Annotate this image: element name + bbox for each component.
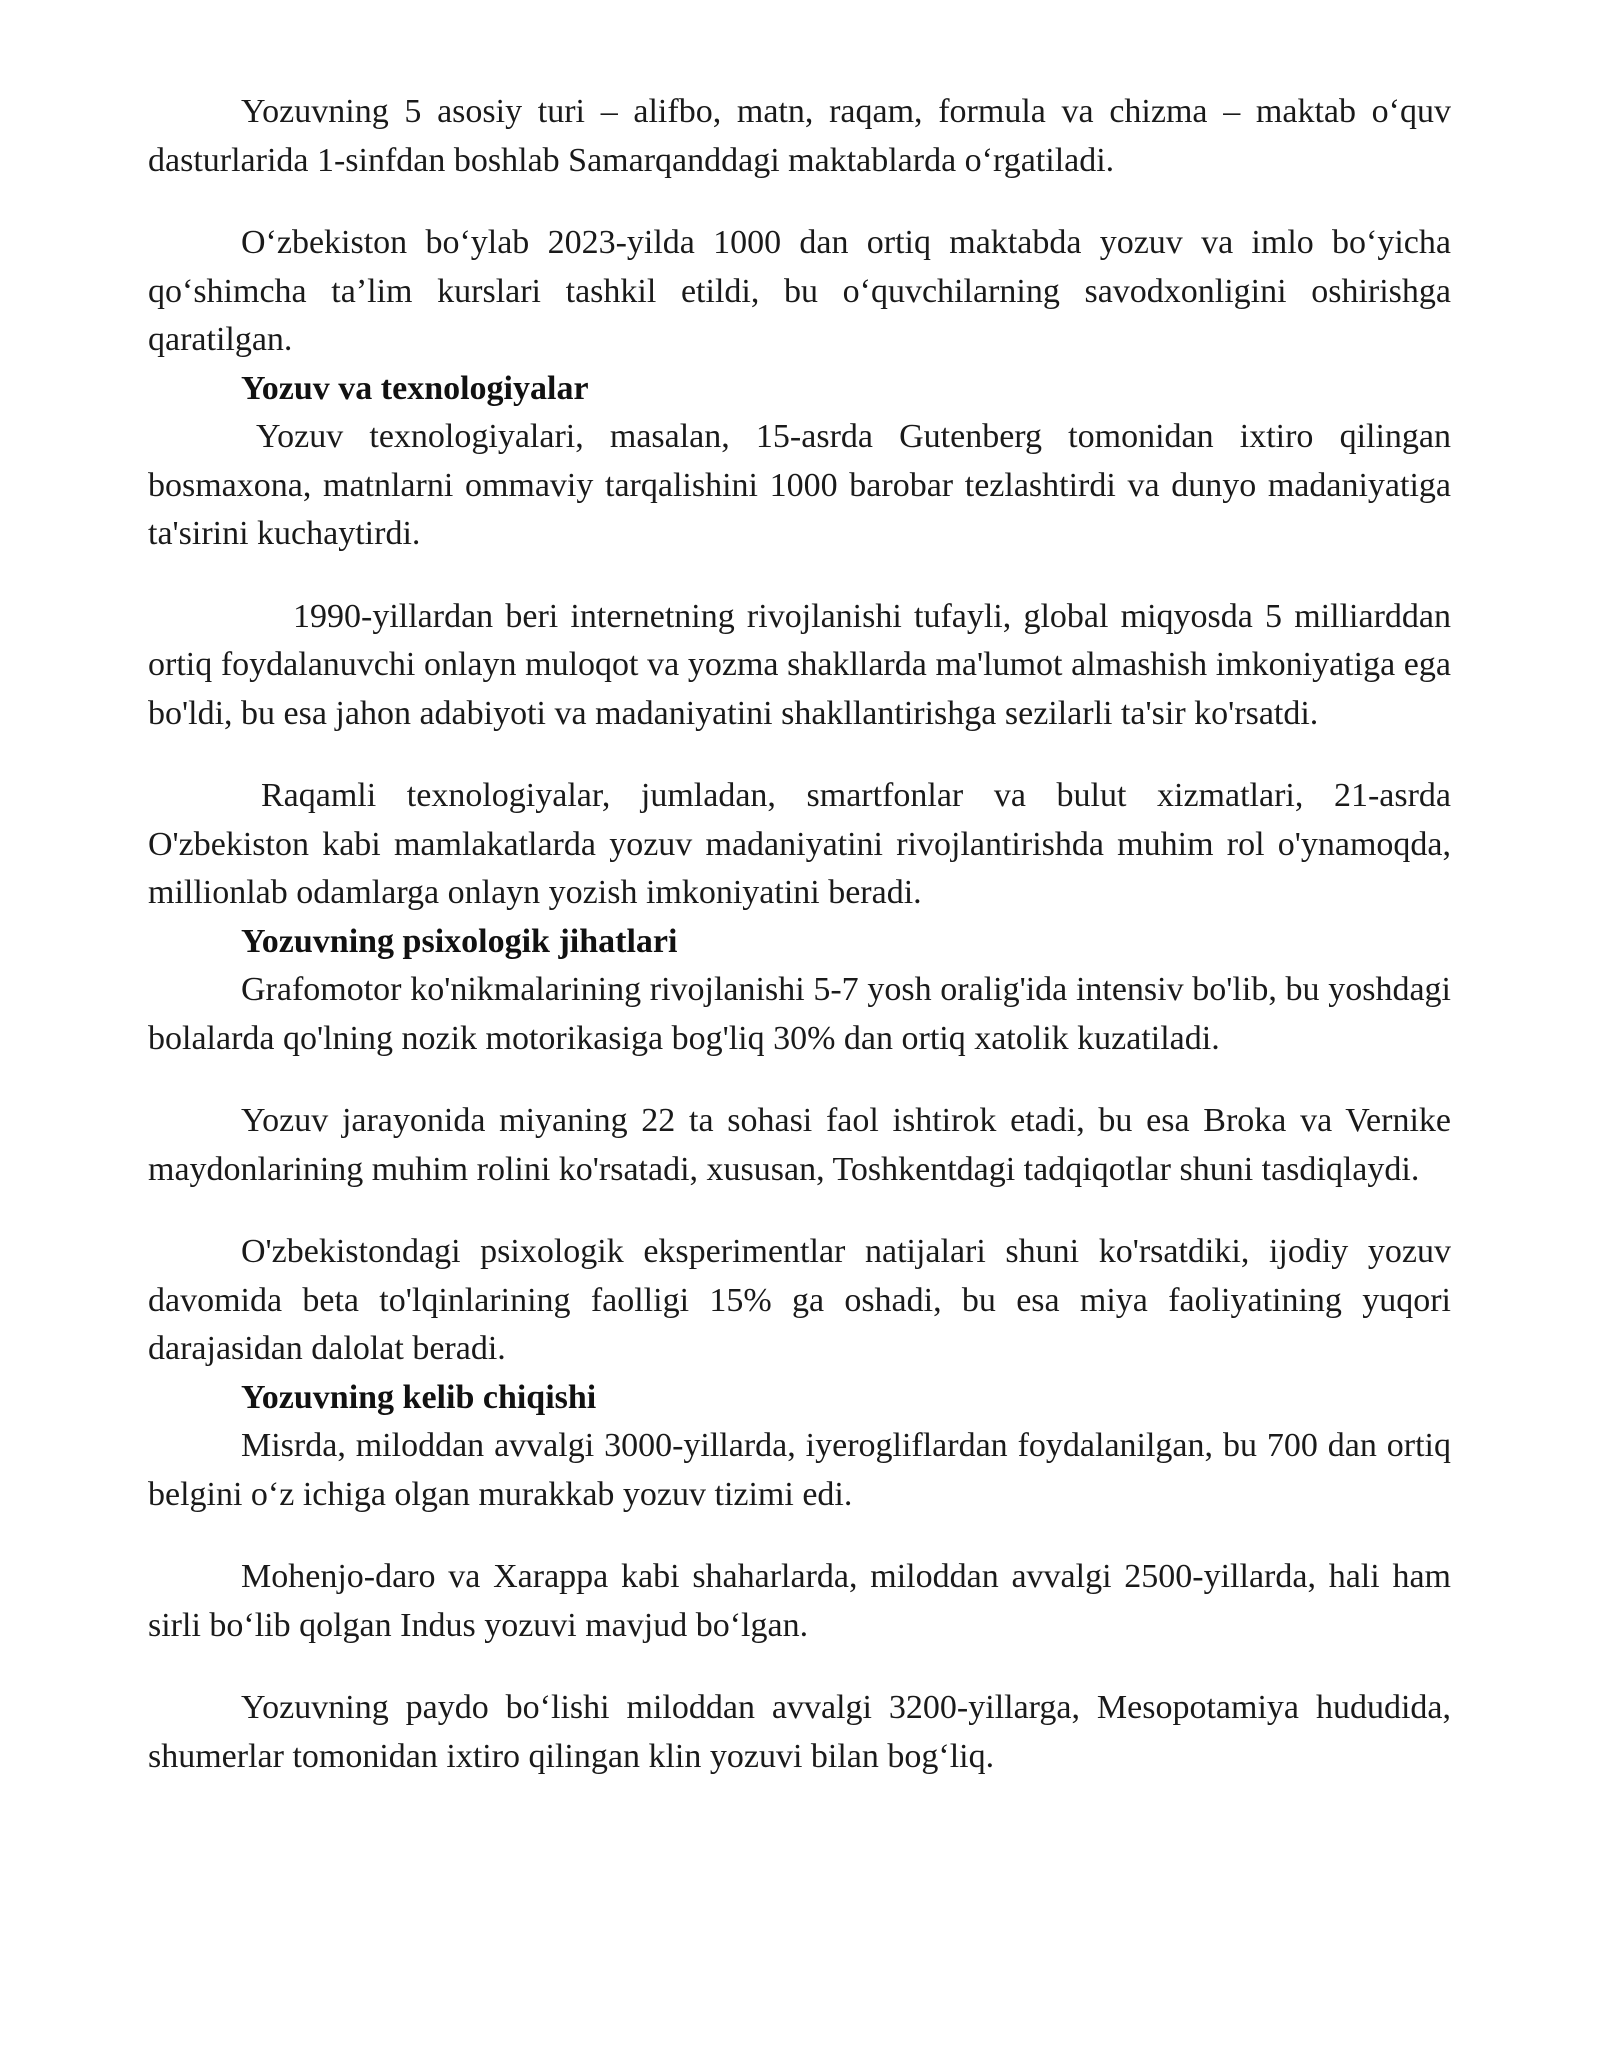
section-heading: Yozuvning kelib chiqishi: [241, 1378, 597, 1416]
paragraph: Yozuv texnologiyalari, masalan, 15-asrda Gutenberg tomonidan ixtiro qilingan bosmaxona, matnlarni ommaviy tarqalishini 1000 barobar tezlashtirdi va dunyo madaniyatiga ta'sirini kuchaytirdi.: [148, 418, 1451, 552]
paragraph: Misrda, miloddan avvalgi 3000-yillarda, iyerogliflardan foydalanilgan, bu 700 dan ortiq belgini o‘z ichiga olgan murakkab yozuv tizimi edi.: [148, 1427, 1451, 1513]
document-page: [148, 88, 1451, 1781]
paragraph: O‘zbekiston bo‘ylab 2023-yilda 1000 dan ortiq maktabda yozuv va imlo bo‘yicha qo‘shimcha ta’lim kurslari tashkil etildi, bu o‘quvchilarning savodxonligini oshirishga qaratilgan.: [148, 224, 1451, 358]
paragraph: Grafomotor ko'nikmalarining rivojlanishi 5-7 yosh oralig'ida intensiv bo'lib, bu yoshdagi bolalarda qo'lning nozik motorikasiga bog'liq 30% dan ortiq xatolik kuzatiladi.: [148, 971, 1451, 1057]
section-heading: Yozuvning psixologik jihatlari: [241, 922, 678, 960]
paragraph: O'zbekistondagi psixologik eksperimentlar natijalari shuni ko'rsatdiki, ijodiy yozuv davomida beta to'lqinlarining faolligi 15% ga oshadi, bu esa miya faoliyatining yuqori darajasidan dalolat beradi.: [148, 1233, 1451, 1367]
paragraph: Yozuvning paydo bo‘lishi miloddan avvalgi 3200-yillarga, Mesopotamiya hududida, shumerlar tomonidan ixtiro qilingan klin yozuvi bilan bog‘liq.: [148, 1689, 1451, 1775]
paragraph: 1990-yillardan beri internetning rivojlanishi tufayli, global miqyosda 5 milliarddan ortiq foydalanuvchi onlayn muloqot va yozma shakllarda ma'lumot almashish imkoniyatiga ega bo'ldi, bu esa jahon adabiyoti va madaniyatini shakllantirishga sezilarli ta'sir ko'rsatdi.: [148, 597, 1451, 732]
paragraph: Mohenjo-daro va Xarappa kabi shaharlarda, miloddan avvalgi 2500-yillarda, hali ham sirli bo‘lib qolgan Indus yozuvi mavjud bo‘lgan.: [148, 1558, 1451, 1644]
paragraph: Yozuv jarayonida miyaning 22 ta sohasi faol ishtirok etadi, bu esa Broka va Vernike maydonlarining muhim rolini ko'rsatadi, xususan, Toshkentdagi tadqiqotlar shuni tasdiqlaydi.: [148, 1102, 1451, 1188]
paragraph: Yozuvning 5 asosiy turi – alifbo, matn, raqam, formula va chizma – maktab o‘quv dasturlarida 1-sinfdan boshlab Samarqanddagi maktablarda o‘rgatiladi.: [148, 93, 1451, 179]
section-heading: Yozuv va texnologiyalar: [241, 369, 589, 407]
paragraph: Raqamli texnologiyalar, jumladan, smartfonlar va bulut xizmatlari, 21-asrda O'zbekiston kabi mamlakatlarda yozuv madaniyatini rivojlantirishda muhim rol o'ynamoqda, millionlab odamlarga onlayn yozish imkoniyatini beradi.: [148, 777, 1451, 911]
